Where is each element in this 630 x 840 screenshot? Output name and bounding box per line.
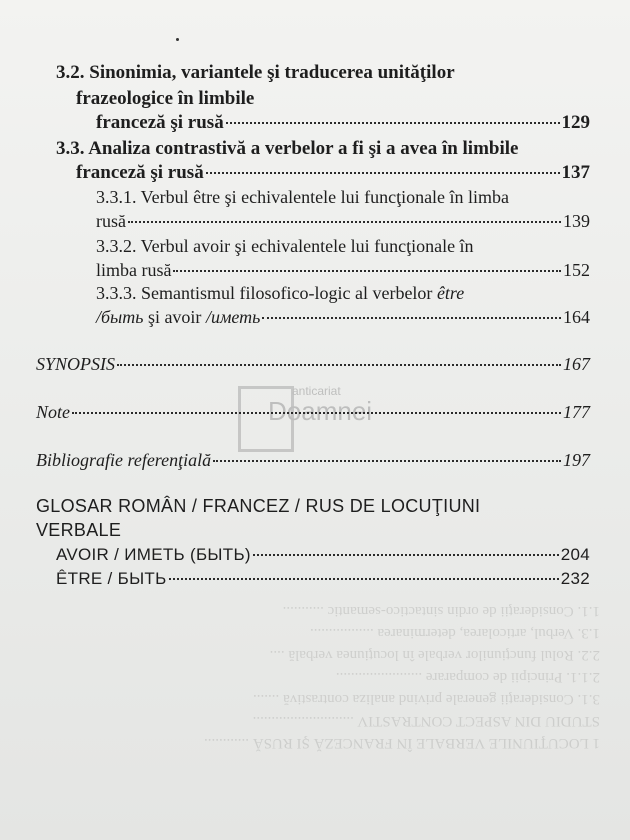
- dot-leader: [128, 221, 561, 223]
- dot-leader: [213, 460, 561, 462]
- watermark-main-text: Doamnei: [268, 396, 373, 426]
- dot-leader: [206, 172, 560, 174]
- toc-entry-label: franceză şi rusă: [96, 112, 224, 133]
- toc-entry-3-2-line3[interactable]: [96, 112, 590, 134]
- toc-entry-3-2-line2: frazeologice în limbile: [76, 88, 255, 109]
- dot-leader: [253, 554, 559, 556]
- toc-entry-label: /быть şi avoir /иметь: [96, 307, 261, 327]
- dot-leader: [173, 270, 561, 272]
- toc-entry-glosar-line1: GLOSAR ROMÂN / FRANCEZ / RUS DE LOCUŢIUNI: [36, 496, 481, 516]
- toc-entry-3-3-2-line2[interactable]: [96, 260, 590, 281]
- toc-entry-etre[interactable]: [56, 569, 590, 589]
- toc-entry-label: ÊTRE / БЫТЬ: [56, 569, 167, 588]
- page-number: 164: [563, 307, 590, 327]
- toc-entry-glosar-line2: VERBALE: [36, 520, 122, 540]
- toc-entry-label: Note: [36, 402, 70, 422]
- toc-entry-synopsis[interactable]: [36, 354, 590, 375]
- toc-entry-label: franceză şi rusă: [76, 162, 204, 183]
- page-number: 139: [563, 211, 590, 231]
- toc-entry-avoir[interactable]: [56, 545, 590, 565]
- toc-entry-label: rusă: [96, 211, 126, 231]
- dot-leader: [72, 412, 561, 414]
- toc-entry-3-3-3-line2[interactable]: [96, 307, 590, 328]
- watermark-top-text: anticariat: [292, 384, 341, 398]
- toc-entry-3-2-line1: 3.2. Sinonimia, variantele şi traducerea unităţilor: [56, 62, 455, 83]
- toc-entry-label: Bibliografie referenţială: [36, 450, 212, 470]
- dot-leader: [169, 578, 559, 580]
- toc-entry-note[interactable]: [36, 402, 590, 423]
- toc-entry-3-3-line2[interactable]: [76, 162, 590, 184]
- toc-entry-label: SYNOPSIS: [36, 354, 116, 374]
- show-through-text: 1 LOCUŢIUNILE VERBALE ÎN FRANCEZĂ ŞI RUSĂ ............ STUDIU DIN ASPECT CONTRASTIV ........................... 3.1. Consideraţii generale privind analiza contrastivă ....... 2.1.1. Principii de comparare ....................... 2.2. Rolul funcţiunilor verbale în locuţiunea verbală .... 1.3. Verbul, articolarea, determinarea ................. 1.1. Consideraţii de ordin sintactico-semantic ...........: [204, 603, 600, 751]
- toc-entry-3-3-3-line1: 3.3.3. Semantismul filosofico-logic al verbelor être: [96, 283, 465, 303]
- toc-entry-3-3-1-line1: 3.3.1. Verbul être şi echivalentele lui funcţionale în limba: [96, 187, 510, 207]
- page-number: 129: [561, 112, 590, 133]
- page-number: 167: [563, 354, 590, 374]
- page-number: 137: [561, 162, 590, 183]
- toc-entry-3-3-line1: 3.3. Analiza contrastivă a verbelor a fi şi a avea în limbile: [56, 138, 519, 159]
- toc-entry-3-3-1-line2[interactable]: [96, 211, 590, 232]
- page-number: 177: [563, 402, 590, 422]
- page-number: 152: [563, 260, 590, 280]
- dot-leader: [262, 317, 561, 319]
- toc-entry-bibliografie[interactable]: [36, 450, 590, 471]
- page-number: 204: [560, 545, 590, 564]
- toc-entry-label: limba rusă: [96, 260, 172, 280]
- toc-entry-label: AVOIR / ИМЕТЬ (БЫТЬ): [56, 545, 251, 564]
- dot-leader: [226, 122, 560, 124]
- page-number: 232: [560, 569, 590, 588]
- page-number: 197: [563, 450, 590, 470]
- dot-leader: [117, 364, 561, 366]
- toc-entry-3-3-2-line1: 3.3.2. Verbul avoir şi echivalentele lui funcţionale în: [96, 236, 474, 256]
- print-speck: [176, 38, 179, 41]
